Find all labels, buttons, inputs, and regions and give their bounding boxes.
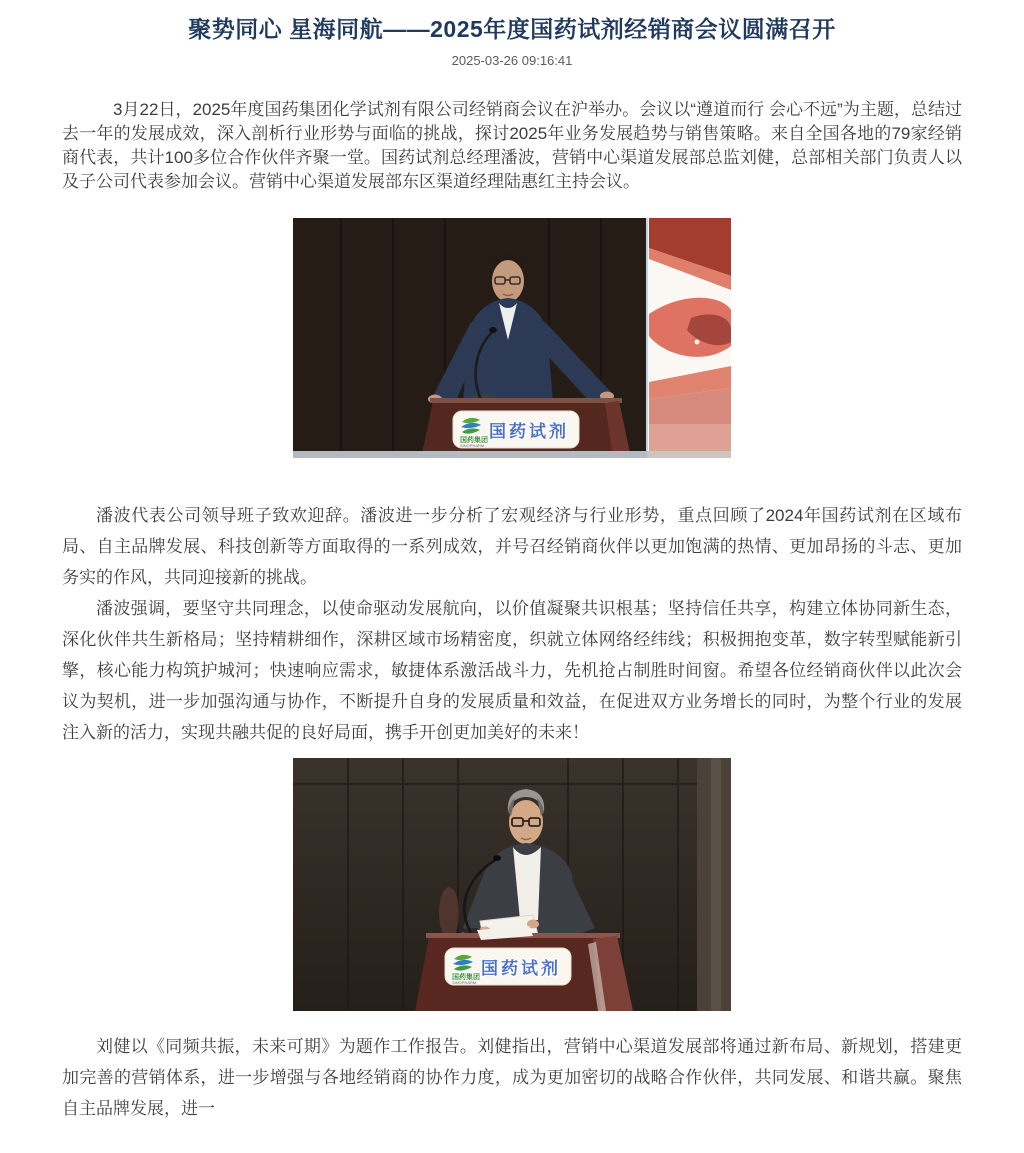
podium-brand-label: 国药试剂 [481, 959, 561, 978]
article-title: 聚势同心 星海同航——2025年度国药试剂经销商会议圆满召开 [188, 16, 836, 42]
blurred-foreground-object [439, 887, 459, 939]
podium [421, 398, 631, 458]
podium [415, 926, 633, 1011]
photo-speaker-1-illustration [293, 218, 731, 458]
sinopharm-logo [445, 948, 571, 985]
podium-group-en-label: SINOPHARM [460, 443, 485, 448]
podium-group-label: 国药集团 [460, 437, 488, 444]
podium-group-en-label: SINOPHARM [452, 980, 477, 985]
projection-screen [647, 218, 731, 451]
article-page [0, 16, 1024, 1153]
podium-group-label: 国药集团 [452, 974, 480, 981]
stage-floor [293, 451, 647, 458]
speaker-face [509, 800, 543, 844]
photo-speaker-2 [293, 758, 731, 1011]
photo-speaker-1 [293, 218, 731, 458]
paragraph-welcome: 潘波代表公司领导班子致欢迎辞。潘波进一步分析了宏观经济与行业形势，重点回顾了2024年国药试剂在区域布局、自主品牌发展、科技创新等方面取得的一系列成效，并号召经销商伙伴以更加饱满的热情、更加昂扬的斗志、更加务实的作风，共同迎接新的挑战。 [62, 506, 962, 587]
photo-speaker-2-illustration [293, 758, 731, 1011]
paragraph-emphasis: 潘波强调，要坚守共同理念，以使命驱动发展航向，以价值凝聚共识根基；坚持信任共享，构建立体协同新生态，深化伙伴共生新格局；坚持精耕细作，深耕区域市场精密度，织就立体网络经纬线；积极拥抱变革，数字转型赋能新引擎，核心能力构筑护城河；快速响应需求，敏捷体系激活战斗力，先机抢占制胜时间窗。希望各位经销商伙伴以此次会议为契机，进一步加强沟通与协作，不断提升自身的发展质量和效益，在促进双方业务增长的同时，为整个行业的发展注入新的活力，实现共融共促的良好局面，携手开创更加美好的未来！ [62, 599, 962, 742]
paragraph-intro: 3月22日，2025年度国药集团化学试剂有限公司经销商会议在沪举办。会议以“遵道而行 会心不远”为主题，总结过去一年的发展成效，深入剖析行业形势与面临的挑战，探讨2025年业务发展趋势与销售策略。来自全国各地的79家经销商代表，共计100多位合作伙伴齐聚一堂。国药试剂总经理潘波，营销中心渠道发展部总监刘健，总部相关部门负责人以及子公司代表参加会议。营销中心渠道发展部东区渠道经理陆惠红主持会议。 [62, 100, 962, 191]
sinopharm-logo [453, 411, 579, 448]
paragraph-report: 刘健以《同频共振，未来可期》为题作工作报告。刘健指出，营销中心渠道发展部将通过新布局、新规划，搭建更加完善的营销体系，进一步增强与各地经销商的协作力度，成为更加密切的战略合作伙伴，共同发展、和谐共赢。聚焦自主品牌发展，进一 [62, 1037, 962, 1118]
podium-brand-label: 国药试剂 [489, 422, 569, 441]
publish-date: 2025-03-26 09:16:41 [451, 53, 573, 68]
